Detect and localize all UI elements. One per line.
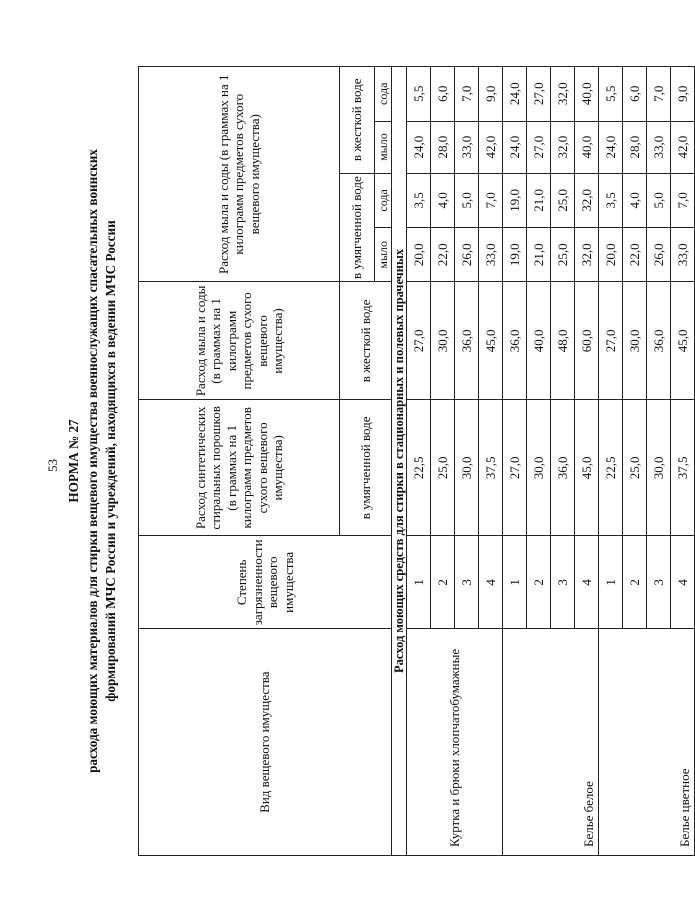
cell-degree: 4 xyxy=(671,536,695,629)
cell-soft-soda: 5,0 xyxy=(647,173,671,227)
header-soft-soap: мыло xyxy=(375,228,392,282)
cell-syn-hard: 45,0 xyxy=(671,282,695,400)
cell-syn-hard: 36,0 xyxy=(455,282,479,400)
cell-degree: 1 xyxy=(503,536,527,629)
cell-hard-soap: 24,0 xyxy=(599,121,623,173)
cell-soft-soap: 26,0 xyxy=(647,228,671,282)
cell-hard-soda: 7,0 xyxy=(647,67,671,122)
cell-soft-soap: 25,0 xyxy=(551,228,575,282)
cell-degree: 1 xyxy=(407,536,431,629)
cell-syn-hard: 36,0 xyxy=(503,282,527,400)
cell-hard-soap: 42,0 xyxy=(671,121,695,173)
cell-hard-soap: 24,0 xyxy=(407,121,431,173)
header-soap-soda-group: Расход мыла и соды (в граммах на 1 килограмм предметов сухого вещевого имущества) xyxy=(139,67,340,282)
cell-soft-soap: 33,0 xyxy=(671,228,695,282)
cell-hard-soda: 9,0 xyxy=(671,67,695,122)
cell-soft-soda: 4,0 xyxy=(623,173,647,227)
norm-table xyxy=(138,66,695,856)
cell-syn-hard: 45,0 xyxy=(479,282,503,400)
cell-hard-soap: 32,0 xyxy=(551,121,575,173)
header-synthetic: Расход синтетических стиральных порошков (в граммах на 1 килограмм предметов сухого вещевого имущества) xyxy=(139,400,340,536)
cell-soft-soap: 19,0 xyxy=(503,228,527,282)
cell-soft-soda: 21,0 xyxy=(527,173,551,227)
cell-hard-soap: 42,0 xyxy=(479,121,503,173)
cell-syn-hard: 40,0 xyxy=(527,282,551,400)
cell-hard-soap: 33,0 xyxy=(455,121,479,173)
header-soap-soda-single: Расход мыла и соды (в граммах на 1 килограмм предметов сухого вещевого имущества) xyxy=(139,282,340,400)
cell-hard-soap: 27,0 xyxy=(527,121,551,173)
header-hard-water: в жесткой воде xyxy=(340,67,375,174)
table-row xyxy=(503,67,527,856)
cell-hard-soda: 27,0 xyxy=(527,67,551,122)
rotated-content xyxy=(43,56,692,866)
cell-syn-soft: 22,5 xyxy=(599,400,623,536)
cell-soft-soda: 7,0 xyxy=(479,173,503,227)
page-number: 53 xyxy=(45,459,60,472)
item-type-cell: Белье цветное xyxy=(599,629,695,856)
cell-degree: 4 xyxy=(575,536,599,629)
cell-syn-soft: 30,0 xyxy=(527,400,551,536)
cell-hard-soda: 7,0 xyxy=(455,67,479,122)
norm-title: НОРМА № 27 xyxy=(66,419,81,503)
cell-hard-soda: 5,5 xyxy=(407,67,431,122)
table-body xyxy=(139,67,695,856)
header-soft-soda: сода xyxy=(375,173,392,227)
cell-hard-soda: 6,0 xyxy=(623,67,647,122)
cell-hard-soap: 28,0 xyxy=(623,121,647,173)
cell-hard-soda: 6,0 xyxy=(431,67,455,122)
cell-hard-soda: 5,5 xyxy=(599,67,623,122)
cell-degree: 3 xyxy=(647,536,671,629)
cell-hard-soap: 28,0 xyxy=(431,121,455,173)
cell-soft-soap: 20,0 xyxy=(599,228,623,282)
cell-syn-hard: 60,0 xyxy=(575,282,599,400)
cell-soft-soda: 7,0 xyxy=(671,173,695,227)
cell-hard-soda: 32,0 xyxy=(551,67,575,122)
cell-syn-hard: 36,0 xyxy=(647,282,671,400)
cell-degree: 3 xyxy=(551,536,575,629)
cell-degree: 1 xyxy=(599,536,623,629)
norm-subtitle-line-2: формирований МЧС России и учреждений, находящихся в ведении МЧС России xyxy=(103,220,118,702)
cell-soft-soda: 4,0 xyxy=(431,173,455,227)
cell-syn-soft: 30,0 xyxy=(647,400,671,536)
cell-degree: 4 xyxy=(479,536,503,629)
table-row xyxy=(599,67,623,856)
table-row xyxy=(407,67,431,856)
header-hard-soap: мыло xyxy=(375,121,392,173)
cell-hard-soda: 40,0 xyxy=(575,67,599,122)
header-item-type: Вид вещевого имущества xyxy=(139,629,392,856)
cell-soft-soap: 22,0 xyxy=(431,228,455,282)
cell-syn-hard: 30,0 xyxy=(431,282,455,400)
header-row-1 xyxy=(139,67,340,856)
cell-hard-soap: 40,0 xyxy=(575,121,599,173)
cell-degree: 2 xyxy=(431,536,455,629)
cell-hard-soda: 24,0 xyxy=(503,67,527,122)
cell-syn-hard: 27,0 xyxy=(599,282,623,400)
header-degree: Степень загрязненности вещевого имущества xyxy=(139,536,392,629)
section-title: Расход моющих средств для стирки в стационарных и полевых прачечных xyxy=(392,67,407,856)
cell-hard-soap: 33,0 xyxy=(647,121,671,173)
cell-syn-soft: 45,0 xyxy=(575,400,599,536)
cell-syn-hard: 48,0 xyxy=(551,282,575,400)
cell-syn-soft: 27,0 xyxy=(503,400,527,536)
header-hard-soda: сода xyxy=(375,67,392,122)
cell-hard-soda: 9,0 xyxy=(479,67,503,122)
cell-soft-soda: 32,0 xyxy=(575,173,599,227)
cell-soft-soda: 5,0 xyxy=(455,173,479,227)
item-type-cell: Белье белое xyxy=(503,629,599,856)
cell-syn-hard: 30,0 xyxy=(623,282,647,400)
header-synthetic-soft-water: в умягченной воде xyxy=(340,400,392,536)
cell-soft-soda: 3,5 xyxy=(599,173,623,227)
cell-degree: 2 xyxy=(527,536,551,629)
cell-soft-soda: 19,0 xyxy=(503,173,527,227)
cell-syn-soft: 30,0 xyxy=(455,400,479,536)
cell-degree: 3 xyxy=(455,536,479,629)
cell-soft-soap: 32,0 xyxy=(575,228,599,282)
cell-soft-soap: 22,0 xyxy=(623,228,647,282)
cell-soft-soap: 21,0 xyxy=(527,228,551,282)
section-row xyxy=(392,67,407,856)
cell-syn-soft: 22,5 xyxy=(407,400,431,536)
cell-syn-soft: 25,0 xyxy=(431,400,455,536)
cell-degree: 2 xyxy=(623,536,647,629)
header-single-hard-water: в жесткой воде xyxy=(340,282,392,400)
item-type-cell: Куртка и брюки хлопчатобумажные xyxy=(407,629,503,856)
cell-soft-soap: 20,0 xyxy=(407,228,431,282)
cell-hard-soap: 24,0 xyxy=(503,121,527,173)
norm-subtitle-line-1: расхода моющих материалов для стирки вещевого имущества военнослужащих спасательных воинских xyxy=(85,149,100,773)
cell-soft-soda: 3,5 xyxy=(407,173,431,227)
cell-syn-soft: 25,0 xyxy=(623,400,647,536)
cell-syn-soft: 37,5 xyxy=(479,400,503,536)
cell-soft-soap: 33,0 xyxy=(479,228,503,282)
cell-soft-soda: 25,0 xyxy=(551,173,575,227)
cell-syn-hard: 27,0 xyxy=(407,282,431,400)
header-soft-water: в умягченной воде xyxy=(340,173,375,282)
cell-soft-soap: 26,0 xyxy=(455,228,479,282)
cell-syn-soft: 36,0 xyxy=(551,400,575,536)
cell-syn-soft: 37,5 xyxy=(671,400,695,536)
